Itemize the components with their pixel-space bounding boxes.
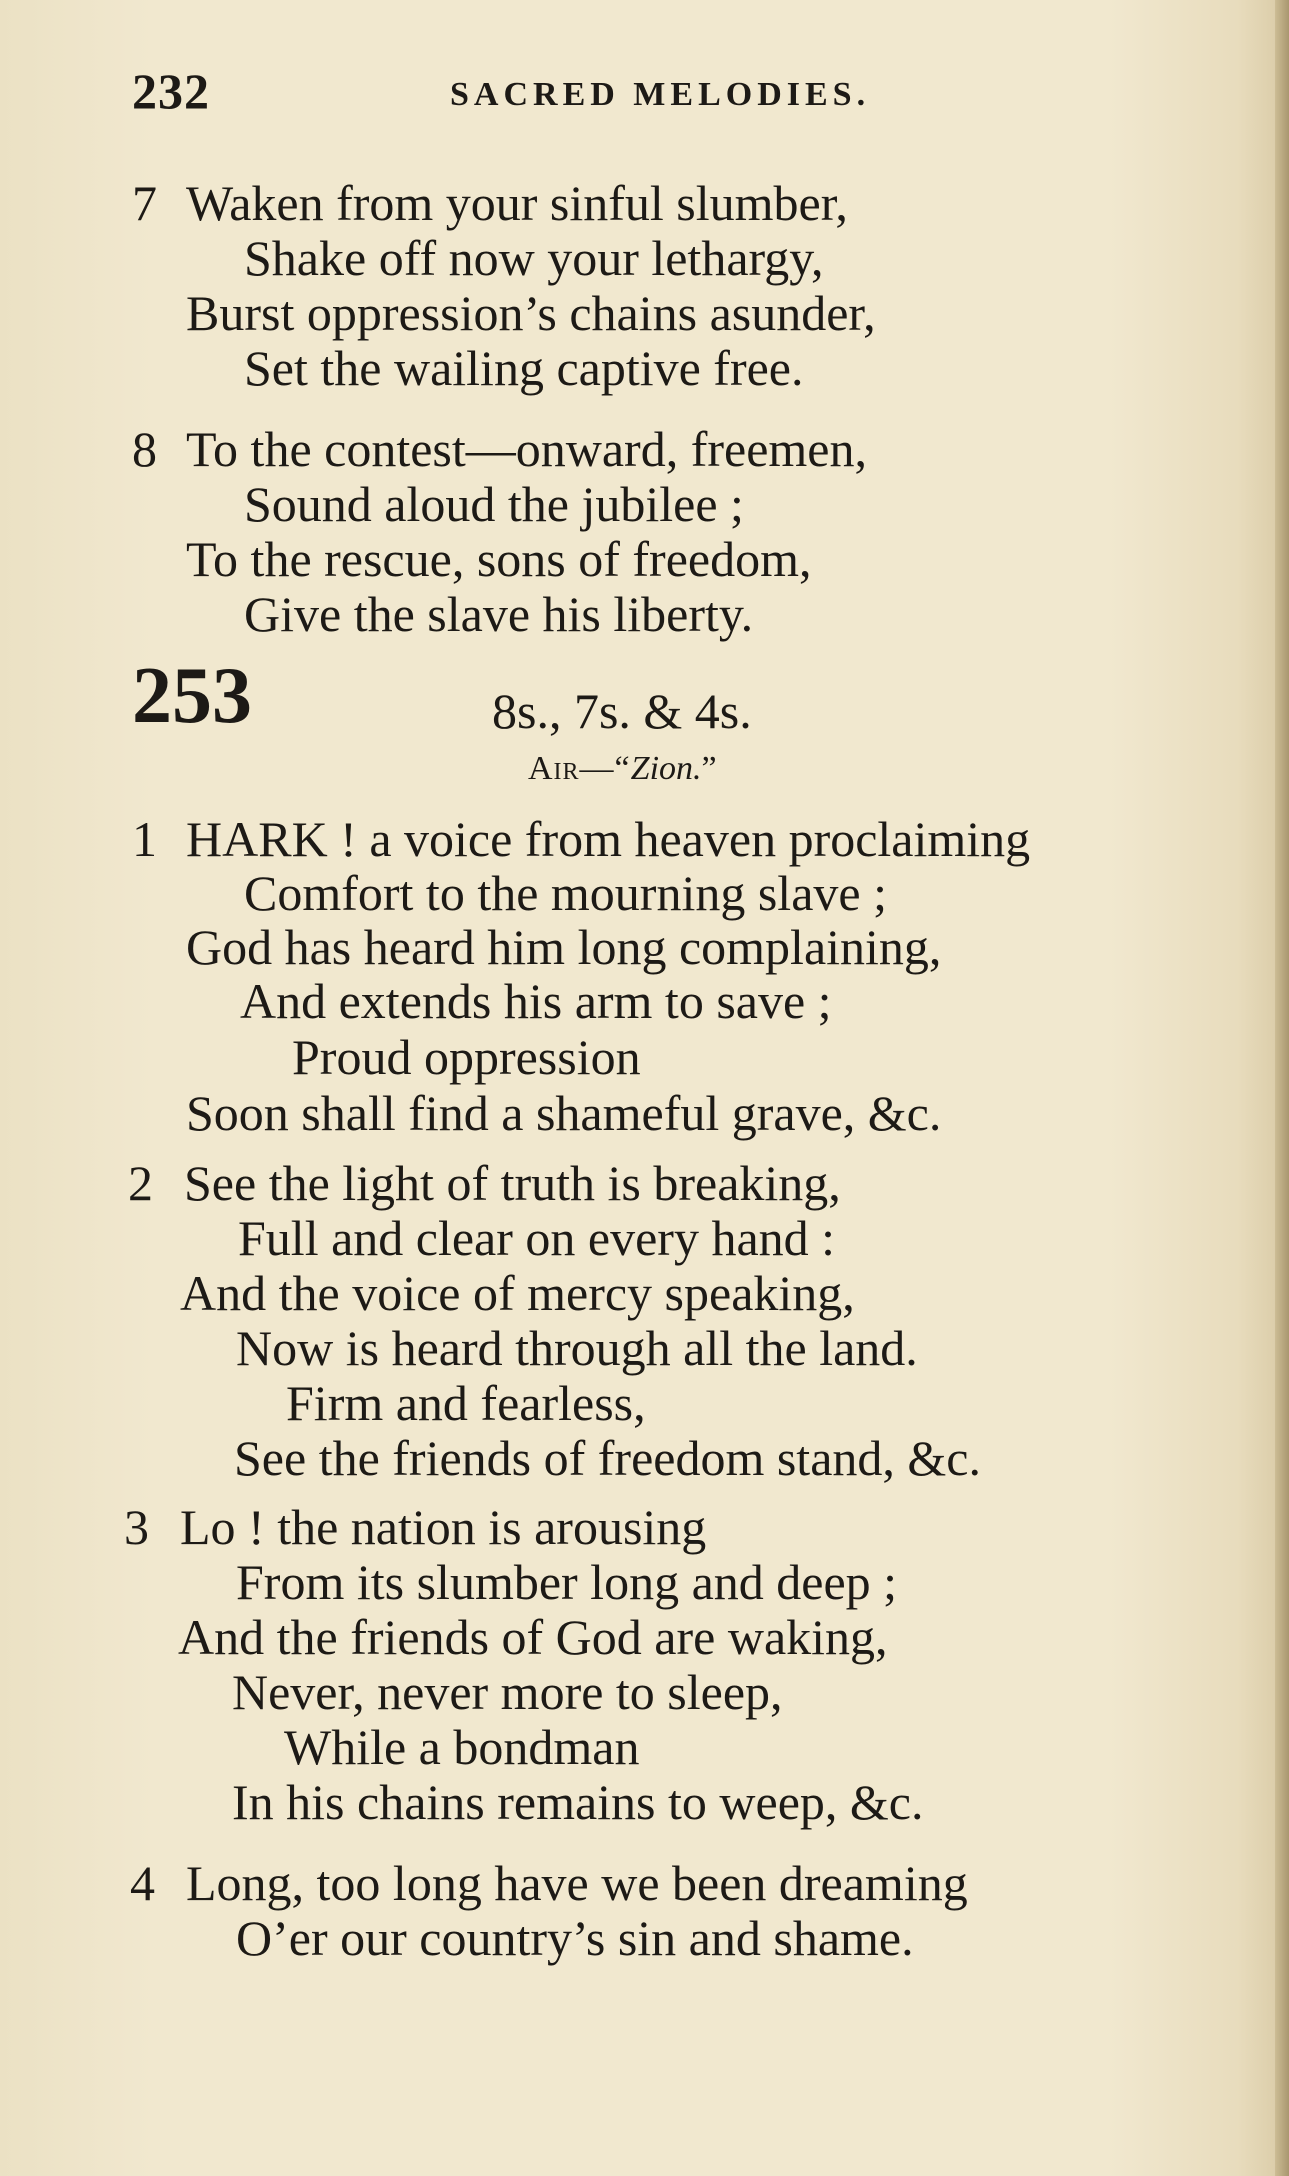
verse-line: Lo ! the nation is arousing <box>180 1499 707 1555</box>
verse-line: In his chains remains to weep, &c. <box>232 1774 924 1830</box>
verse-line: Set the wailing captive free. <box>244 340 804 396</box>
verse-line: Never, never more to sleep, <box>232 1664 783 1720</box>
air-label: Air—“ <box>528 750 631 787</box>
verse-line: HARK ! a voice from heaven proclaiming <box>186 811 1031 867</box>
verse-line: Waken from your sinful slumber, <box>186 175 848 231</box>
verse-number: 8 <box>132 421 157 477</box>
page-number: 232 <box>132 63 210 119</box>
verse-line: From its slumber long and deep ; <box>236 1554 898 1610</box>
verse-line: Shake off now your lethargy, <box>244 230 824 286</box>
verse-line: To the contest—onward, freemen, <box>186 421 867 477</box>
verse-number: 2 <box>128 1155 153 1211</box>
hymn-number: 253 <box>132 652 252 740</box>
verse-line: To the rescue, sons of freedom, <box>186 531 812 587</box>
verse-line: Firm and fearless, <box>286 1375 646 1431</box>
tune-name <box>528 752 717 786</box>
verse-line: See the light of truth is breaking, <box>184 1155 841 1211</box>
verse-line: And the friends of God are waking, <box>178 1609 888 1665</box>
verse-line: And extends his arm to save ; <box>240 973 832 1029</box>
verse-line: Long, too long have we been dreaming <box>186 1855 968 1911</box>
verse-number: 3 <box>124 1499 149 1555</box>
hymn-meter: 8s., 7s. & 4s. <box>492 683 752 739</box>
verse-line: Comfort to the mourning slave ; <box>244 865 887 921</box>
verse-line: Sound aloud the jubilee ; <box>244 476 744 532</box>
verse-line: Give the slave his liberty. <box>244 586 754 642</box>
verse-line: God has heard him long complaining, <box>186 919 942 975</box>
verse-line: Proud oppression <box>292 1029 641 1085</box>
verse-line: Full and clear on every hand : <box>238 1210 836 1266</box>
air-close: ” <box>701 750 717 787</box>
page-edge <box>1275 0 1289 2176</box>
verse-line: O’er our country’s sin and shame. <box>236 1910 914 1966</box>
running-title: SACRED MELODIES. <box>450 76 871 113</box>
verse-line: Burst oppression’s chains asunder, <box>186 285 876 341</box>
air-name: Zion. <box>630 750 702 787</box>
verse-number: 4 <box>130 1855 155 1911</box>
verse-line: And the voice of mercy speaking, <box>180 1265 855 1321</box>
verse-line: Now is heard through all the land. <box>236 1320 918 1376</box>
running-header <box>132 62 1132 122</box>
verse-line: See the friends of freedom stand, &c. <box>234 1430 981 1486</box>
verse-number: 7 <box>132 175 157 231</box>
verse-line: While a bondman <box>284 1719 640 1775</box>
verse-line: Soon shall find a shameful grave, &c. <box>186 1085 942 1141</box>
verse-number: 1 <box>132 811 157 867</box>
